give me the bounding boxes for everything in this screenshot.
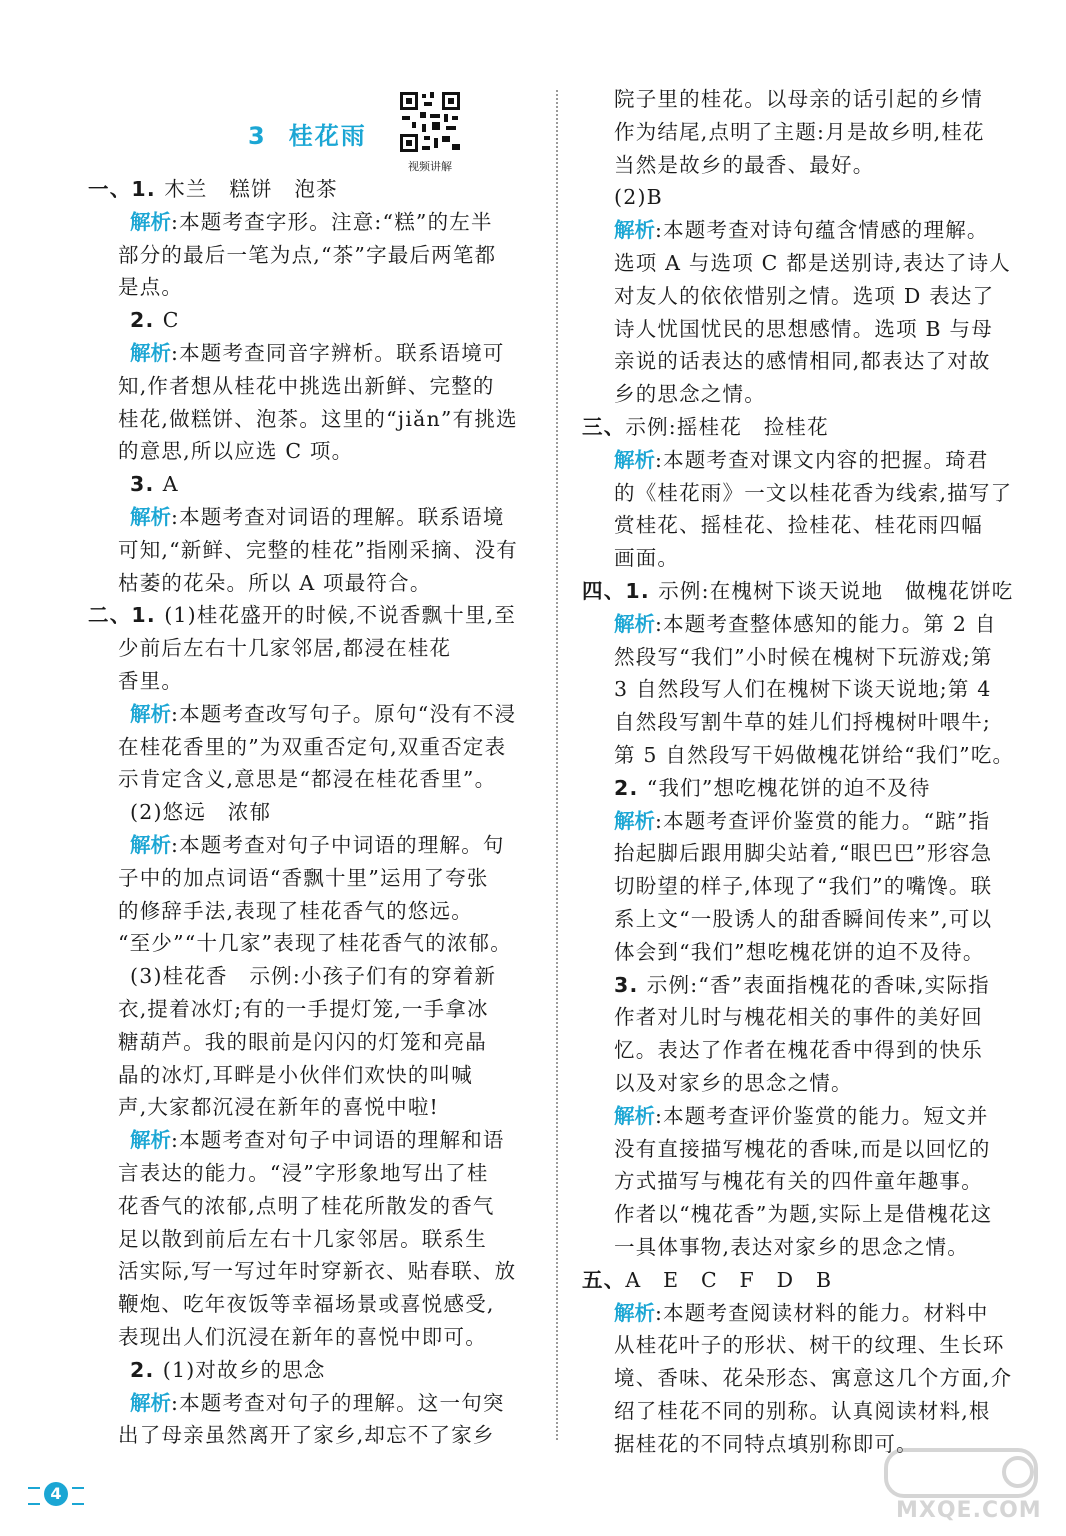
text-line — [614, 970, 990, 1000]
line-text: A E C F D B — [625, 1267, 833, 1292]
line-text: A — [162, 472, 179, 497]
analysis-line — [130, 699, 516, 729]
line-text: 言表达的能力。“浸”字形象地写出了桂 — [118, 1161, 489, 1185]
line-text: 对友人的依依惜别之情。选项 D 表达了 — [614, 283, 995, 308]
line-text: 示肯定含义,意思是“都浸在桂花香里”。 — [118, 767, 497, 792]
line-text: 诗人忧国忧民的思想感情。选项 B 与母 — [614, 316, 993, 341]
page-deco-right — [72, 1487, 84, 1505]
line-text: 声,大家都沉浸在新年的喜悦中啦! — [118, 1095, 439, 1120]
text-line — [614, 314, 993, 344]
line-text: 亲说的话表达的感情相同,都表达了对故 — [614, 349, 991, 374]
question-number: 1. — [625, 579, 659, 603]
text-line — [130, 961, 496, 991]
analysis-line — [614, 1101, 989, 1131]
lesson-title: 桂花雨 — [288, 122, 367, 150]
text-line — [614, 346, 991, 376]
analysis-line — [614, 445, 989, 475]
text-line — [614, 1002, 983, 1032]
analysis-label: 解析 — [130, 209, 171, 234]
line-text: 自然段写割牛草的娃儿们捋槐树叶喂牛; — [614, 710, 992, 735]
watermark-icon — [880, 1440, 1050, 1500]
line-text: 的《桂花雨》一文以桂花香为线索,描写了 — [614, 480, 1013, 505]
text-line — [118, 732, 506, 762]
text-line — [614, 740, 1014, 770]
section-line — [88, 600, 516, 630]
line-text: (1)桂花盛开的时候,不说香飘十里,至 — [164, 603, 517, 628]
line-text: 可知,“新鲜、完整的桂花”指刚采摘、没有 — [118, 537, 518, 562]
line-text: 知,作者想从桂花中挑选出新鲜、完整的 — [118, 373, 495, 398]
text-line — [118, 1322, 487, 1352]
line-text: 当然是故乡的最香、最好。 — [614, 152, 875, 177]
text-line — [130, 797, 271, 827]
line-text: 作者以“槐花香”为题,实际上是借槐花这 — [614, 1202, 993, 1227]
line-text: 以及对家乡的思念之情。 — [614, 1071, 853, 1095]
line-text: :本题考查评价鉴赏的能力。短文并 — [655, 1103, 989, 1128]
text-line — [614, 182, 663, 212]
section-line — [88, 174, 338, 204]
text-line — [118, 896, 473, 926]
text-line — [614, 379, 766, 409]
analysis-label: 解析 — [130, 1390, 171, 1415]
line-text: 足以散到前后左右十几家邻居。联系生 — [118, 1226, 487, 1251]
line-text: 然段写“我们”小时候在槐树下玩游戏;第 — [614, 644, 993, 669]
line-text: :本题考查同音字辨析。联系语境可 — [171, 341, 505, 365]
page-title — [248, 116, 367, 151]
section-marker: 二、 — [88, 603, 132, 628]
text-line — [118, 371, 495, 401]
line-text: 抬起脚后跟用脚尖站着,“眼巴巴”形容急 — [614, 841, 993, 866]
text-line — [614, 937, 985, 967]
line-text: :本题考查对句子的理解。这一句突 — [171, 1390, 505, 1415]
analysis-label: 解析 — [614, 1300, 655, 1325]
text-line — [118, 1060, 473, 1090]
analysis-line — [130, 1388, 505, 1418]
analysis-line — [130, 338, 505, 368]
line-text: :本题考查阅读材料的能力。材料中 — [655, 1300, 989, 1325]
analysis-label: 解析 — [130, 833, 171, 857]
text-line — [118, 1027, 487, 1057]
line-text: 院子里的桂花。以母亲的话引起的乡情 — [614, 87, 983, 111]
text-line — [130, 305, 180, 335]
text-line — [614, 1199, 992, 1229]
section-marker: 三、 — [582, 415, 626, 439]
text-line — [118, 994, 489, 1024]
line-text: (1)对故乡的思念 — [162, 1357, 326, 1382]
column-divider — [556, 90, 558, 1440]
section-line — [582, 1265, 832, 1295]
analysis-label: 解析 — [614, 611, 655, 636]
analysis-line — [130, 830, 505, 860]
line-text: 晶的冰灯,耳畔是小伙伴们欢快的叫喊 — [118, 1062, 473, 1087]
line-text: 活实际,写一写过年时穿新衣、贴春联、放 — [118, 1259, 517, 1284]
text-line — [118, 633, 451, 663]
text-line — [118, 764, 496, 794]
analysis-label: 解析 — [614, 218, 655, 243]
text-line — [118, 436, 353, 466]
text-line — [614, 84, 983, 114]
line-text: 作者对儿时与槐花相关的事件的美好回 — [614, 1005, 983, 1030]
text-line — [614, 1035, 983, 1065]
analysis-label: 解析 — [614, 808, 655, 833]
text-line — [614, 478, 1012, 508]
text-line — [118, 1224, 487, 1254]
line-text: 画面。 — [614, 546, 680, 571]
line-text: 第 5 自然段写干妈做槐花饼给“我们”吃。 — [614, 743, 1015, 767]
question-number: 2. — [614, 775, 647, 800]
text-line — [118, 568, 432, 598]
section-marker: 四、 — [582, 579, 626, 603]
line-text: 部分的最后一笔为点,“茶”字最后两笔都 — [118, 242, 497, 267]
text-line — [614, 1396, 991, 1426]
line-text: 忆。表达了作者在槐花香中得到的快乐 — [614, 1038, 983, 1063]
text-line — [614, 1330, 1005, 1360]
line-text: 系上文“一股诱人的甜香瞬间传来”,可以 — [614, 907, 993, 931]
section-line — [582, 576, 1014, 606]
line-text: :本题考查对句子中词语的理解和语 — [171, 1128, 505, 1153]
text-line — [614, 871, 992, 901]
text-line — [614, 1429, 918, 1459]
text-line — [614, 1068, 853, 1098]
text-line — [118, 535, 518, 565]
line-text: 少前后左右十几家邻居,都浸在桂花 — [118, 636, 452, 661]
line-text: 枯萎的花朵。所以 A 项最符合。 — [118, 570, 432, 595]
text-line — [614, 248, 1011, 278]
question-number: 2. — [130, 1357, 163, 1382]
line-text: 示例:摇桂花 捡桂花 — [625, 415, 829, 439]
line-text: 出了母亲虽然离开了家乡,却忘不了家乡 — [118, 1423, 495, 1448]
line-text: 香里。 — [118, 669, 184, 693]
lesson-number: 3 — [248, 122, 267, 150]
text-line — [614, 1166, 983, 1196]
text-line — [614, 543, 679, 573]
line-text: 子中的加点词语“香飘十里”运用了夸张 — [118, 865, 489, 890]
question-number: 3. — [130, 472, 163, 497]
analysis-label: 解析 — [130, 701, 171, 726]
analysis-label: 解析 — [130, 1128, 171, 1153]
analysis-line — [130, 502, 505, 532]
text-line — [118, 272, 183, 302]
page-number-badge — [28, 1482, 88, 1506]
text-line — [130, 1355, 326, 1385]
line-text: 示例:“香”表面指槐花的香味,实际指 — [646, 972, 990, 997]
question-number: 2. — [130, 308, 163, 333]
line-text: 糖葫芦。我的眼前是闪闪的灯笼和亮晶 — [118, 1029, 487, 1054]
qr-code-icon — [398, 90, 462, 154]
text-line — [130, 469, 179, 499]
line-text: 境、香味、花朵形态、寓意这几个方面,介 — [614, 1366, 1013, 1391]
line-text: 一具体事物,表达对家乡的思念之情。 — [614, 1235, 969, 1259]
text-line — [614, 904, 992, 934]
text-line — [614, 150, 874, 180]
line-text: :本题考查改写句子。原句“没有不浸 — [171, 701, 517, 726]
line-text: 乡的思念之情。 — [614, 382, 766, 407]
question-number: 1. — [131, 603, 165, 628]
page-number: 4 — [44, 1482, 68, 1506]
text-line — [614, 838, 992, 868]
section-marker: 一、 — [88, 177, 132, 201]
line-text: 没有直接描写槐花的香味,而是以回忆的 — [614, 1136, 991, 1161]
line-text: 鞭炮、吃年夜饭等幸福场景或喜悦感受, — [118, 1292, 495, 1317]
line-text: 体会到“我们”想吃槐花饼的迫不及待。 — [614, 939, 985, 964]
section-marker: 五、 — [582, 1267, 626, 1292]
question-number: 1. — [131, 177, 165, 201]
analysis-line — [614, 1298, 989, 1328]
watermark-logo — [880, 1440, 1050, 1530]
analysis-line — [614, 806, 990, 836]
analysis-line — [130, 207, 493, 237]
line-text: “我们”想吃槐花饼的迫不及待 — [646, 775, 931, 800]
line-text: :本题考查对词语的理解。联系语境 — [171, 505, 505, 529]
line-text: :本题考查对诗句蕴含情感的理解。 — [655, 218, 989, 243]
text-line — [614, 117, 985, 147]
analysis-label: 解析 — [614, 447, 655, 472]
line-text: 赏桂花、摇桂花、捡桂花、桂花雨四幅 — [614, 513, 983, 538]
text-line — [614, 674, 992, 704]
line-text: 绍了桂花不同的别称。认真阅读材料,根 — [614, 1399, 991, 1423]
text-line — [614, 1363, 1012, 1393]
line-text: :本题考查字形。注意:“糕”的左半 — [171, 209, 493, 234]
section-line — [582, 412, 829, 442]
text-line — [614, 707, 991, 737]
text-line — [118, 1092, 439, 1122]
line-text: 方式描写与槐花有关的四件童年趣事。 — [614, 1169, 983, 1194]
text-line — [118, 863, 489, 893]
analysis-line — [614, 215, 989, 245]
text-line — [118, 1420, 495, 1450]
line-text: 衣,提着冰灯;有的一手提灯笼,一手拿冰 — [118, 997, 489, 1021]
line-text: 从桂花叶子的形状、树干的纹理、生长环 — [614, 1333, 1005, 1358]
line-text: (2)B — [614, 185, 663, 210]
analysis-label: 解析 — [130, 341, 171, 365]
text-line — [614, 1134, 991, 1164]
qr-caption: 视频讲解 — [408, 160, 452, 173]
line-text: 在桂花香里的”为双重否定句,双重否定表 — [118, 734, 507, 759]
line-text: 据桂花的不同特点填别称即可。 — [614, 1431, 918, 1456]
line-text: 3 自然段写人们在槐树下谈天说地;第 4 — [614, 677, 992, 702]
text-line — [118, 666, 183, 696]
page-deco-left — [28, 1487, 40, 1505]
line-text: :本题考查对句子中词语的理解。句 — [171, 833, 505, 857]
line-text: 的意思,所以应选 C 项。 — [118, 439, 354, 464]
analysis-line — [130, 1125, 505, 1155]
line-text: 表现出人们沉浸在新年的喜悦中即可。 — [118, 1325, 487, 1349]
line-text: 桂花,做糕饼、泡茶。这里的“jiǎn”有挑选 — [118, 406, 518, 431]
text-line — [118, 1289, 495, 1319]
text-line — [118, 1256, 516, 1286]
line-text: C — [162, 308, 180, 333]
line-text: “至少”“十几家”表现了桂花香气的浓郁。 — [118, 931, 512, 956]
line-text: :本题考查评价鉴赏的能力。“踮”指 — [655, 808, 991, 833]
line-text: :本题考查整体感知的能力。第 2 自 — [655, 611, 997, 636]
line-text: 是点。 — [118, 275, 184, 300]
line-text: 的修辞手法,表现了桂花香气的悠远。 — [118, 898, 473, 923]
line-text: 木兰 糕饼 泡茶 — [164, 177, 338, 201]
line-text: 作为结尾,点明了主题:月是故乡明,桂花 — [614, 119, 985, 144]
text-line — [614, 1232, 969, 1262]
line-text: 示例:在槐树下谈天说地 做槐花饼吃 — [658, 579, 1014, 603]
line-text: 切盼望的样子,体现了“我们”的嘴馋。联 — [614, 874, 993, 899]
line-text: :本题考查对课文内容的把握。琦君 — [655, 447, 989, 472]
line-text: 花香气的浓郁,点明了桂花所散发的香气 — [118, 1193, 495, 1218]
text-line — [614, 773, 931, 803]
text-line — [118, 1191, 495, 1221]
text-line — [118, 404, 518, 434]
analysis-label: 解析 — [614, 1103, 655, 1128]
line-text: (3)桂花香 示例:小孩子们有的穿着新 — [130, 964, 497, 989]
analysis-line — [614, 609, 997, 639]
question-number: 3. — [614, 972, 647, 997]
text-line — [118, 928, 512, 958]
text-line — [614, 510, 983, 540]
text-line — [118, 1158, 489, 1188]
text-line — [118, 240, 496, 270]
watermark-text: MXQE.COM — [896, 1498, 1042, 1523]
line-text: 选项 A 与选项 C 都是送别诗,表达了诗人 — [614, 251, 1011, 275]
text-line — [614, 281, 994, 311]
analysis-label: 解析 — [130, 505, 171, 529]
line-text: (2)悠远 浓郁 — [130, 800, 272, 825]
text-line — [614, 642, 993, 672]
